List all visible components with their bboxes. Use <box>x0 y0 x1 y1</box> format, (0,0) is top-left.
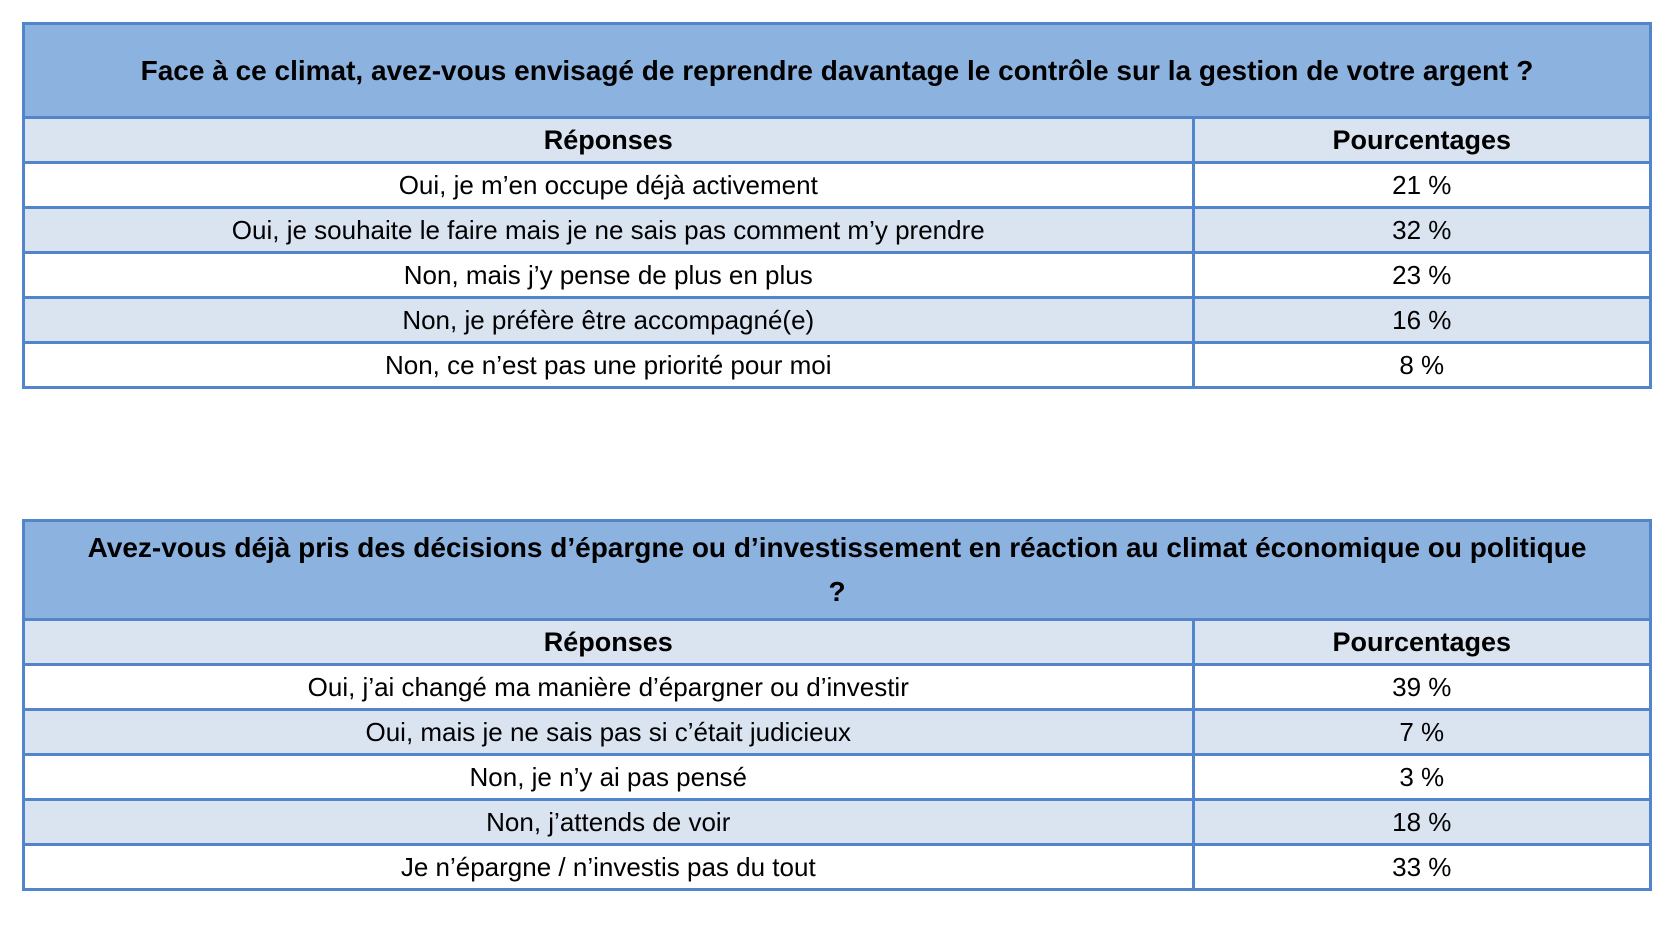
column-header-percentages: Pourcentages <box>1195 119 1649 161</box>
answer-cell: Non, ce n’est pas une priorité pour moi <box>25 344 1192 386</box>
percentage-cell: 39 % <box>1195 666 1649 708</box>
table-title: Avez-vous déjà pris des décisions d’épargne ou d’investissement en réaction au climat économique ou politique ? <box>25 522 1649 618</box>
column-header-responses: Réponses <box>25 119 1192 161</box>
percentage-cell: 21 % <box>1195 164 1649 206</box>
answer-cell: Non, j’attends de voir <box>25 801 1192 843</box>
survey-table-decisions <box>22 519 1652 891</box>
answer-cell: Non, je préfère être accompagné(e) <box>25 299 1192 341</box>
answer-cell: Oui, j’ai changé ma manière d’épargner ou d’investir <box>25 666 1192 708</box>
survey-table-control-money <box>22 22 1652 389</box>
answer-cell: Oui, mais je ne sais pas si c’était judicieux <box>25 711 1192 753</box>
answer-cell: Non, mais j’y pense de plus en plus <box>25 254 1192 296</box>
percentage-cell: 32 % <box>1195 209 1649 251</box>
percentage-cell: 23 % <box>1195 254 1649 296</box>
percentage-cell: 16 % <box>1195 299 1649 341</box>
percentage-cell: 8 % <box>1195 344 1649 386</box>
percentage-cell: 7 % <box>1195 711 1649 753</box>
answer-cell: Non, je n’y ai pas pensé <box>25 756 1192 798</box>
column-header-percentages: Pourcentages <box>1195 621 1649 663</box>
column-header-responses: Réponses <box>25 621 1192 663</box>
percentage-cell: 3 % <box>1195 756 1649 798</box>
answer-cell: Oui, je m’en occupe déjà activement <box>25 164 1192 206</box>
percentage-cell: 33 % <box>1195 846 1649 888</box>
percentage-cell: 18 % <box>1195 801 1649 843</box>
answer-cell: Oui, je souhaite le faire mais je ne sais pas comment m’y prendre <box>25 209 1192 251</box>
answer-cell: Je n’épargne / n’investis pas du tout <box>25 846 1192 888</box>
table-title: Face à ce climat, avez-vous envisagé de reprendre davantage le contrôle sur la gestion de votre argent ? <box>25 25 1649 116</box>
